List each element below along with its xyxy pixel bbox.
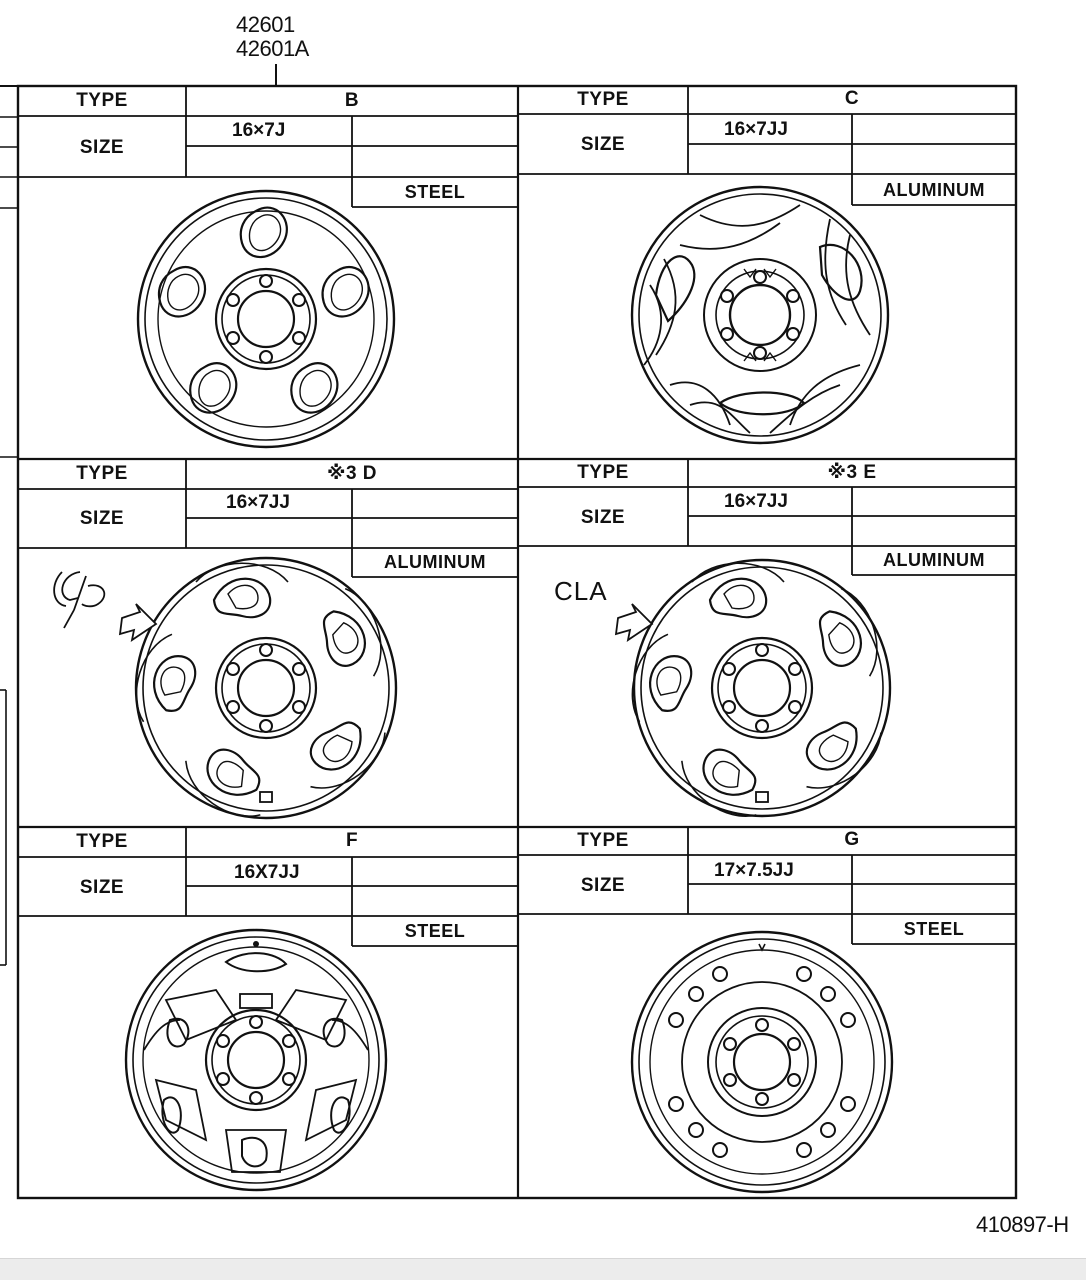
size-label: SIZE (79, 508, 125, 529)
cp-logo (54, 572, 104, 628)
wheel-b-drawing (138, 191, 394, 447)
wheel-d-drawing (126, 558, 396, 830)
type-label: TYPE (76, 90, 128, 111)
type-label: TYPE (577, 830, 629, 851)
size-label: SIZE (580, 134, 626, 155)
wheel-c-drawing (632, 187, 888, 443)
wheel-c-material: ALUMINUM (883, 180, 985, 200)
wheel-d-material: ALUMINUM (384, 552, 486, 572)
wheel-g-material: STEEL (903, 919, 965, 939)
wheel-e-drawing (622, 560, 892, 830)
type-label: TYPE (76, 831, 128, 852)
d-callout-arrow (120, 604, 156, 640)
part-number-2: 42601A (236, 36, 309, 61)
wheel-f-drawing (126, 930, 386, 1190)
wheel-g-drawing (632, 932, 892, 1192)
size-label: SIZE (79, 877, 125, 898)
wheel-g-size: 17×7.5JJ (714, 860, 794, 881)
type-label: TYPE (577, 462, 629, 483)
wheel-e-material: ALUMINUM (883, 550, 985, 570)
type-label: TYPE (577, 89, 629, 110)
wheel-b-size: 16×7J (232, 120, 286, 141)
size-label: SIZE (79, 137, 125, 158)
wheel-b-material: STEEL (404, 182, 466, 202)
wheel-b-type: B (344, 90, 360, 111)
type-label: TYPE (76, 463, 128, 484)
size-label: SIZE (580, 507, 626, 528)
wheel-c-size: 16×7JJ (724, 119, 788, 140)
size-label: SIZE (580, 875, 626, 896)
wheel-d-size: 16×7JJ (226, 492, 290, 513)
wheel-f-size: 16X7JJ (234, 862, 300, 883)
part-number-1: 42601 (236, 12, 295, 37)
wheel-f-type: F (345, 830, 359, 851)
wheel-c-type: C (844, 88, 860, 109)
wheel-d-type: ※3 D (326, 463, 378, 484)
wheel-e-type: ※3 E (827, 462, 877, 483)
viewer-bottom-bar (0, 1258, 1086, 1280)
cla-callout-label: CLA (554, 576, 608, 606)
wheel-g-type: G (844, 829, 860, 850)
wheel-e-size: 16×7JJ (724, 491, 788, 512)
wheel-f-material: STEEL (404, 921, 466, 941)
figure-code: 410897-H (976, 1212, 1069, 1237)
